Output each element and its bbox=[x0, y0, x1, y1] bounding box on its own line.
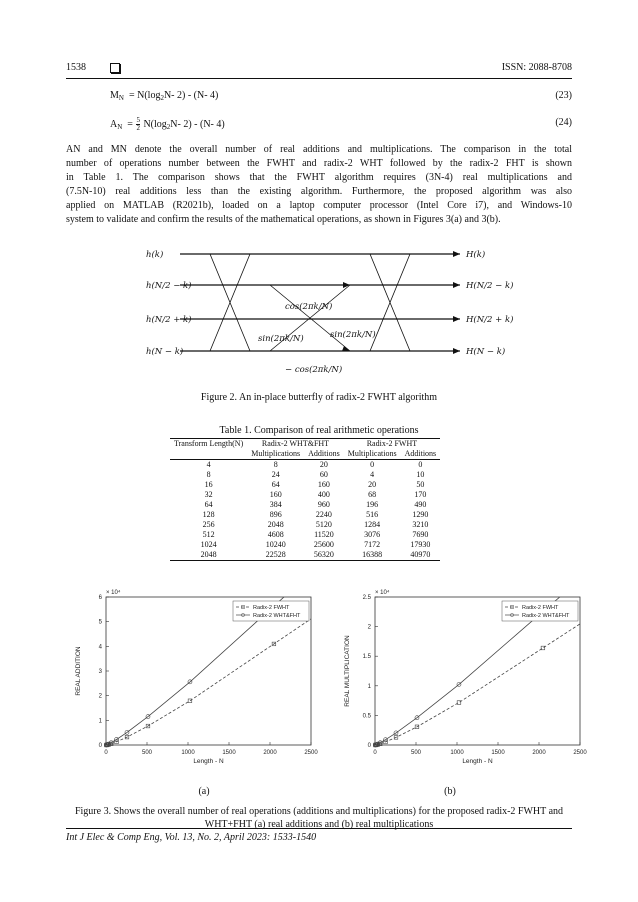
eq24-rhs-sub: 2 bbox=[166, 122, 171, 131]
output-label: H(N/2 + k) bbox=[466, 315, 514, 325]
input-label: h(k) bbox=[146, 250, 164, 260]
table-row: 64 384 960 196 490 bbox=[204, 500, 427, 509]
equation-number: (23) bbox=[555, 90, 572, 101]
x-tick-label: 2500 bbox=[304, 750, 318, 756]
coefficient-label: sin(2πk/N) bbox=[258, 334, 304, 344]
table-row: 512 4608 11520 3076 7690 bbox=[202, 530, 429, 539]
figure2-caption: Figure 2. An in-place butterfly of radix-2 FWHT algorithm bbox=[200, 392, 438, 403]
eq24-fraction: $\frac{5}{2}$ bbox=[136, 116, 140, 132]
eq23-rhs: = N(log bbox=[128, 90, 161, 101]
coefficient-label: cos(2πk/N) bbox=[285, 302, 333, 312]
table-row: 2048 22528 56320 16388 40970 bbox=[170, 550, 440, 561]
input-label: h(N/2 + k) bbox=[146, 315, 192, 325]
table-header: Radix-2 FWHT bbox=[344, 439, 440, 450]
x-tick-label: 1000 bbox=[181, 750, 195, 756]
table-subheader: Additions bbox=[401, 449, 441, 460]
eq23-lhs: M bbox=[110, 90, 119, 101]
x-tick-label: 500 bbox=[410, 750, 422, 756]
eq24-lhs: A bbox=[110, 118, 118, 130]
table-row: 8 24 60 4 10 bbox=[206, 470, 425, 479]
paragraph-line: applied on MATLAB (R2021b), loaded on a laptop computer processor (Intel Core i7), and Windows-10 bbox=[66, 200, 572, 211]
table1-caption: Table 1. Comparison of real arithmetic operations bbox=[219, 425, 419, 436]
paragraph-line: (7.5N-10) real additions less than the existing algorithm. Furthermore, the proposed algorithm was also bbox=[66, 186, 572, 197]
x-tick-label: 1500 bbox=[491, 750, 505, 756]
x-tick-label: 2000 bbox=[263, 750, 277, 756]
square-bullet-icon bbox=[110, 63, 120, 73]
legend-label: Radix-2 WHT&FHT bbox=[522, 613, 570, 619]
eq24-rhs-tail: N- 2) - (N- 4) bbox=[170, 118, 225, 130]
legend-label: Radix-2 WHT&FHT bbox=[253, 613, 301, 619]
input-label: h(N/2 − k) bbox=[146, 281, 192, 291]
y-tick-label: 0 bbox=[367, 743, 371, 749]
table-row: 4 8 20 0 0 bbox=[206, 460, 423, 469]
eq24-rhs: N(log bbox=[140, 118, 167, 130]
coefficient-label: sin(2πk/N) bbox=[330, 330, 376, 340]
paragraph-line: AN and MN denote the overall number of real additions and multiplications. The comparison in the total bbox=[66, 144, 572, 155]
paragraph-line: system to validate and confirm the results of the mathematical operations, as shown in Figures 3(a) and 3(b). bbox=[66, 214, 501, 225]
y-tick-label: 2.5 bbox=[362, 595, 371, 601]
eq23-rhs-sub: 2 bbox=[160, 94, 164, 102]
y-tick-label: 5 bbox=[98, 619, 102, 626]
input-label: h(N − k) bbox=[146, 347, 184, 357]
y-tick-label: 2 bbox=[367, 624, 371, 631]
y-tick-label: 1 bbox=[98, 718, 102, 725]
table-row: 256 2048 5120 1284 3210 bbox=[202, 520, 429, 529]
x-tick-label: 1500 bbox=[222, 750, 236, 756]
y-tick-label: 0 bbox=[98, 743, 102, 749]
table-subheader: Additions bbox=[304, 449, 344, 460]
table-row: 16 64 160 20 50 bbox=[204, 480, 425, 489]
legend-label: Radix-2 FWHT bbox=[253, 605, 290, 611]
table-row: 128 896 2240 516 1290 bbox=[202, 510, 429, 519]
footer-rule bbox=[66, 828, 572, 829]
page-footer: Int J Elec & Comp Eng, Vol. 13, No. 2, April 2023: 1533-1540 bbox=[66, 832, 317, 843]
exponent-label: × 10⁴ bbox=[375, 590, 390, 596]
table-subheader: Multiplications bbox=[247, 449, 304, 460]
x-tick-label: 2500 bbox=[573, 750, 587, 756]
table-subheader bbox=[170, 449, 247, 460]
y-tick-label: 1 bbox=[367, 683, 371, 690]
legend-label: Radix-2 FWHT bbox=[522, 605, 559, 611]
y-tick-label: 1.5 bbox=[362, 654, 371, 661]
header-rule bbox=[66, 78, 572, 79]
body-paragraph bbox=[66, 143, 572, 227]
chart-real-multiplication bbox=[335, 585, 590, 780]
y-tick-label: 6 bbox=[98, 595, 102, 601]
y-axis-label: REAL MULTIPLICATION bbox=[344, 635, 351, 707]
table-row: 1024 10240 25600 7172 17930 bbox=[200, 540, 431, 549]
x-tick-label: 0 bbox=[373, 750, 377, 756]
output-label: H(N/2 − k) bbox=[466, 281, 514, 291]
output-label: H(N − k) bbox=[466, 347, 506, 357]
issn-label: ISSN: 2088-8708 bbox=[501, 62, 572, 73]
panel-label-b: (b) bbox=[444, 786, 456, 797]
paragraph-line: in Table 1. The comparison shows that the FWHT algorithm requires (3N-4) real multiplications and bbox=[66, 172, 572, 183]
y-tick-label: 4 bbox=[98, 644, 102, 651]
eq23-lhs-sub: N bbox=[118, 94, 124, 102]
x-tick-label: 2000 bbox=[532, 750, 546, 756]
table-row: 32 160 400 68 170 bbox=[204, 490, 427, 499]
x-tick-label: 0 bbox=[104, 750, 108, 756]
chart-real-addition bbox=[66, 585, 321, 780]
butterfly-diagram bbox=[140, 240, 520, 380]
x-tick-label: 1000 bbox=[450, 750, 464, 756]
coefficient-label: − cos(2πk/N) bbox=[285, 365, 343, 375]
y-tick-label: 0.5 bbox=[362, 713, 371, 720]
comparison-table bbox=[170, 438, 440, 561]
table-header: Radix-2 WHT&FHT bbox=[247, 439, 343, 450]
equation-number: (24) bbox=[555, 117, 572, 128]
exponent-label: × 10⁴ bbox=[106, 590, 121, 596]
y-tick-label: 2 bbox=[98, 693, 102, 700]
y-tick-label: 3 bbox=[98, 669, 102, 675]
output-label: H(k) bbox=[466, 250, 486, 260]
table-subheader: Multiplications bbox=[344, 449, 401, 460]
paragraph-line: number of operations number between the FWHT and radix-2 WHT followed by the radix-2 FHT is shown bbox=[66, 158, 572, 169]
x-axis-label: Length - N bbox=[462, 758, 493, 765]
page-number: 1538 bbox=[66, 62, 86, 73]
y-axis-label: REAL ADDITION bbox=[75, 646, 82, 696]
eq23-rhs-tail: N- 2) - (N- 4) bbox=[163, 90, 219, 101]
x-tick-label: 500 bbox=[141, 750, 153, 756]
x-axis-label: Length - N bbox=[193, 758, 224, 765]
panel-label-a: (a) bbox=[198, 786, 210, 797]
eq24-lhs-sub: N bbox=[117, 122, 123, 131]
table-header: Transform Length(N) bbox=[170, 439, 247, 450]
figure3-caption: Figure 3. Shows the overall number of real operations (additions and multiplications) for the proposed radix-2 FWHT and WHT+FHT (a) real additions and (b) real multiplications bbox=[74, 806, 564, 830]
